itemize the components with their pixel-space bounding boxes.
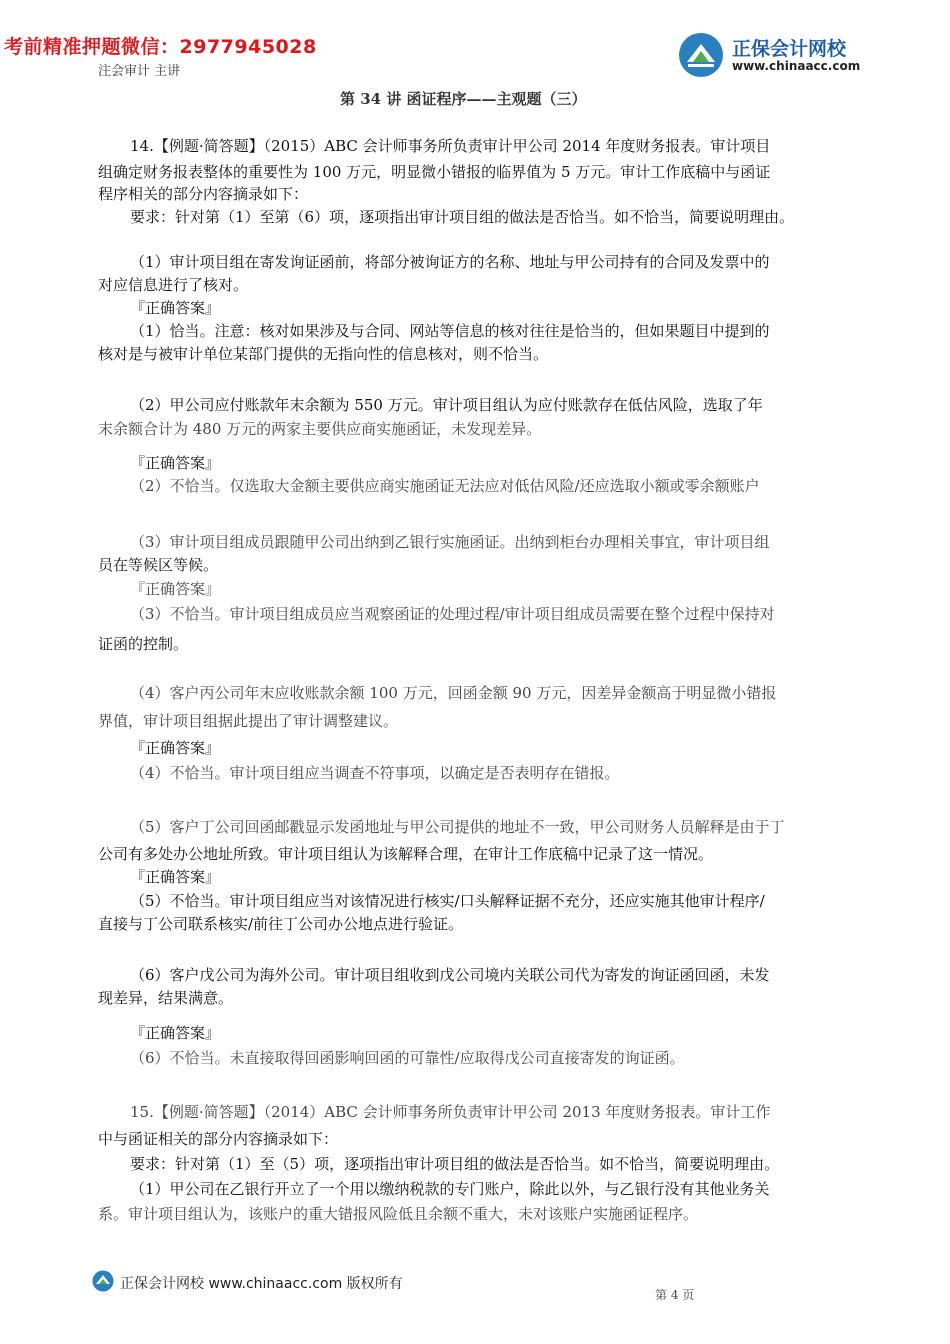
answer-label: 『正确答案』 xyxy=(130,1024,221,1042)
text-line: 程序相关的部分内容摘录如下： xyxy=(98,185,309,203)
text-line: （6）客户戊公司为海外公司。审计项目组收到戊公司境内关联公司代为寄发的询证函回函，未发 xyxy=(130,966,770,984)
text-line: 核对是与被审计单位某部门提供的无指向性的信息核对，则不恰当。 xyxy=(98,345,549,363)
header-cut-title: 第 34 讲 函证程序——主观题（三） xyxy=(340,90,587,108)
footer-logo-icon xyxy=(92,1270,114,1292)
text-line: 证函的控制。 xyxy=(98,635,189,653)
text-line: 14.【例题·简答题】（2015）ABC 会计师事务所负责审计甲公司 2014 年度财务报表。审计项目 xyxy=(130,137,771,155)
promo-wechat-text: 考前精准押题微信：2977945028 xyxy=(4,36,317,58)
logo-mark-icon xyxy=(678,32,724,78)
footer-copyright: 正保会计网校 www.chinaacc.com 版权所有 xyxy=(120,1276,403,1292)
text-line-clipped: 系。审计项目组认为，该账户的重大错报风险低且余额不重大，未对该账户实施函证程序。 xyxy=(98,1205,699,1223)
text-line: （1）审计项目组在寄发询证函前，将部分被询证方的名称、地址与甲公司持有的合同及发票中的 xyxy=(130,253,770,271)
text-line: 对应信息进行了核对。 xyxy=(98,276,249,294)
text-line-clipped: （3）不恰当。审计项目组成员应当观察函证的处理过程/审计项目组成员需要在整个过程中保持对 xyxy=(130,605,775,623)
text-line: 组确定财务报表整体的重要性为 100 万元，明显微小错报的临界值为 5 万元。审计工作底稿中与函证 xyxy=(98,163,771,181)
text-line-clipped: （5）客户丁公司回函邮戳显示发函地址与甲公司提供的地址不一致，甲公司财务人员解释是由于丁 xyxy=(130,818,785,836)
text-line-clipped: 15.【例题·简答题】（2014）ABC 会计师事务所负责审计甲公司 2013 年度财务报表。审计工作 xyxy=(130,1103,771,1121)
logo-url: www.chinaacc.com xyxy=(732,59,861,73)
page-number-clipped: 第 4 页 xyxy=(655,1288,695,1302)
answer-label: 『正确答案』 xyxy=(130,868,221,886)
text-line: 中与函证相关的部分内容摘录如下： xyxy=(98,1130,339,1148)
text-line: 现差异，结果满意。 xyxy=(98,989,234,1007)
answer-label: 『正确答案』 xyxy=(130,739,221,757)
text-line-clipped: （2）不恰当。仅选取大金额主要供应商实施函证无法应对低估风险/还应选取小额或零余额账户 xyxy=(130,477,760,495)
text-line: （5）不恰当。审计项目组应当对该情况进行核实/口头解释证据不充分，还应实施其他审计程序/ xyxy=(130,892,765,910)
text-line-clipped: （4）客户丙公司年末应收账款余额 100 万元，回函金额 90 万元，因差异金额高于明显微小错报 xyxy=(130,684,777,702)
text-line: 要求：针对第（1）至第（6）项，逐项指出审计项目组的做法是否恰当。如不恰当，简要说明理由。 xyxy=(130,208,795,226)
answer-label: 『正确答案』 xyxy=(130,299,221,317)
logo-title: 正保会计网校 xyxy=(732,38,847,60)
text-line: （1）恰当。注意：核对如果涉及与合同、网站等信息的核对往往是恰当的，但如果题目中提到的 xyxy=(130,322,770,340)
chinaacc-logo[interactable] xyxy=(678,28,878,78)
text-line: （1）甲公司在乙银行开立了一个用以缴纳税款的专门账户，除此以外，与乙银行没有其他业务关 xyxy=(130,1180,770,1198)
text-line: 要求：针对第（1）至（5）项，逐项指出审计项目组的做法是否恰当。如不恰当，简要说明理由。 xyxy=(130,1155,780,1173)
text-line-clipped: （3）审计项目组成员跟随甲公司出纳到乙银行实施函证。出纳到柜台办理相关事宜，审计项目组 xyxy=(130,533,770,551)
answer-label: 『正确答案』 xyxy=(130,454,221,472)
text-line-clipped: （4）不恰当。审计项目组应当调查不符事项，以确定是否表明存在错报。 xyxy=(130,764,620,782)
text-line-clipped: 末余额合计为 480 万元的两家主要供应商实施函证，未发现差异。 xyxy=(98,420,542,438)
text-line: （2）甲公司应付账款年末余额为 550 万元。审计项目组认为应付账款存在低估风险，选取了年 xyxy=(130,396,763,414)
header-cut-left: 注会审计 主讲 xyxy=(98,64,181,79)
text-line-clipped: 界值，审计项目组据此提出了审计调整建议。 xyxy=(98,712,399,730)
text-line: 员在等候区等候。 xyxy=(98,556,219,574)
text-line: 公司有多处办公地址所致。审计项目组认为该解释合理，在审计工作底稿中记录了这一情况。 xyxy=(98,845,714,863)
text-line: 直接与丁公司联系核实/前往丁公司办公地点进行验证。 xyxy=(98,915,464,933)
text-line-clipped: （6）不恰当。未直接取得回函影响回函的可靠性/应取得戊公司直接寄发的询证函。 xyxy=(130,1049,685,1067)
answer-label-clipped: 『正确答案』 xyxy=(130,580,221,598)
